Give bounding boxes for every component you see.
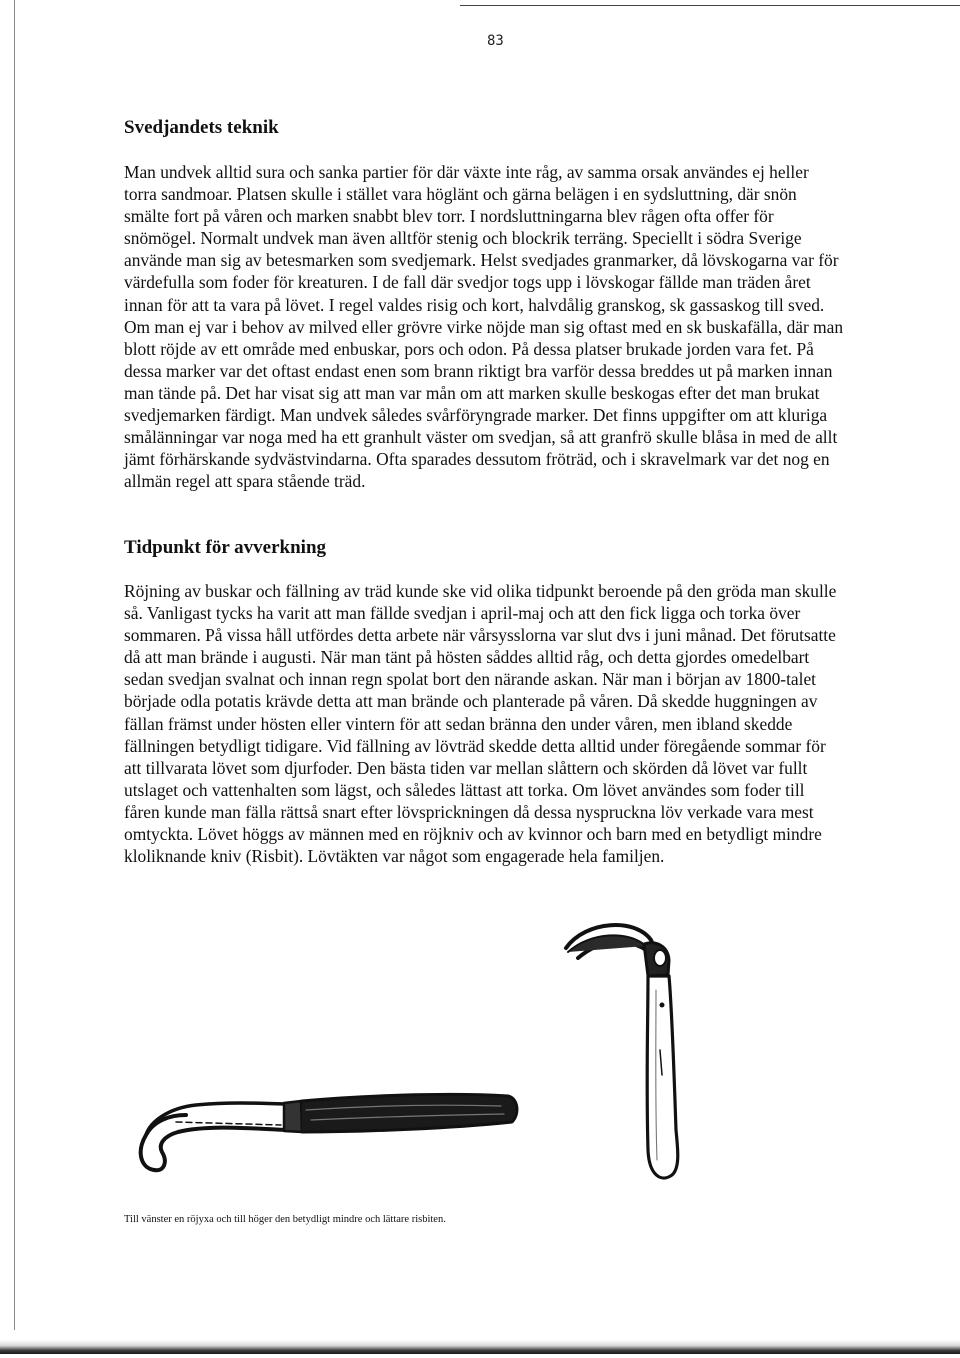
scan-bottom-edge	[0, 1340, 960, 1354]
figure-caption: Till vänster en röjyxa och till höger den betydligt mindre och lättare risbiten.	[124, 1214, 446, 1225]
risbit-drawing-icon	[566, 925, 678, 1178]
section-body-tidpunkt: Röjning av buskar och fällning av träd kunde ske vid olika tidpunkt beroende på den gröda man skulle så. Vanligast tycks ha varit att man fällde svedjan i april-maj och att den fick ligga och torka över sommaren. På vissa håll utfördes detta arbete när vårsysslorna var slut dvs i juni månad. Det förutsatte då att man brände i augusti. När man tänt på hösten såddes alltid råg, och detta gjordes omedelbart sedan svedjan svalnat och innan regn spolat bort den närande askan. När man i början av 1800-talet började odla potatis krävde detta att man brände och planterade på våren. Då skedde huggningen av fällan främst under hösten eller vintern för att sedan bränna den under våren, men ibland skedde fällningen betydligt tidigare. Vid fällning av lövträd skedde detta alltid under föregående sommar för att tillvarata lövet som djurfoder. Den bästa tiden var mellan slåttern och skörden då lövet var fullt utslaget och vattenhalten som lägst, och således lättast att torka. Om lövet användes som foder till fåren kunde man fälla rättså snart efter lövsprickningen då dessa nysprucknа löv verkade vara mest omtyckta. Lövet höggs av männen med en röjkniv och av kvinnor och barn med en betydligt mindre kloliknande kniv (Risbit). Lövtäkten var något som engagerade hela familjen.	[124, 581, 837, 867]
tools-illustration	[116, 900, 736, 1200]
scan-top-edge	[460, 5, 960, 6]
rojyxa-drawing-icon	[141, 1094, 517, 1170]
section-body-svedjandets-teknik: Man undvek alltid sura och sanka partier för där växte inte råg, av samma orsak användes ej heller torra sandmoar. Platsen skulle i stället vara höglänt och gärna belägen i en sydsluttning, där snön smälte fort på våren och marken snabbt blev torr. I nordsluttningarna blev rågen ofta offer för snömögel. Normalt undvek man även alltför stenig och blockrik terräng. Speciellt i södra Sverige använde man sig av betesmarken som svedjemark. Helst svedjades granmarker, då lövskogarna var för värdefulla som foder för kreaturen. I de fall där svedjor togs upp i lövskogar fällde man träden året innan för att ta vara på lövet. I regel valdes risig och kort, halvdålig granskog, sk gassaskog till sved. Om man ej var i behov av milved eller grövre virke nöjde man sig oftast med en sk buskafälla, där man blott röjde av ett område med enbuskar, pors och odon. På dessa platser brukade jorden vara fet. På dessa marker var det oftast endast enen som brann riktigt bra varför dessa breddes ut på marken innan man tände på. Det har visat sig att man var mån om att marken skulle beskogas efter det man brukat svedjemarken färdigt. Man undvek således svårföryngrade marker. Det finns uppgifter om att kluriga smålänningar var noga med ha ett granhult väster om svedjan, så att granfrö skulle blåsa in med de allt jämt förhärskande sydvästvindarna. Ofta sparades dessutom fröträd, och i skravelmark var det nog en allmän regel att spara stående träd.	[124, 162, 844, 492]
section-heading-tidpunkt: Tidpunkt för avverkning	[124, 537, 327, 558]
section-heading-svedjandets-teknik: Svedjandets teknik	[124, 117, 279, 138]
scan-left-edge	[14, 0, 15, 1330]
page-number: 83	[487, 33, 504, 49]
